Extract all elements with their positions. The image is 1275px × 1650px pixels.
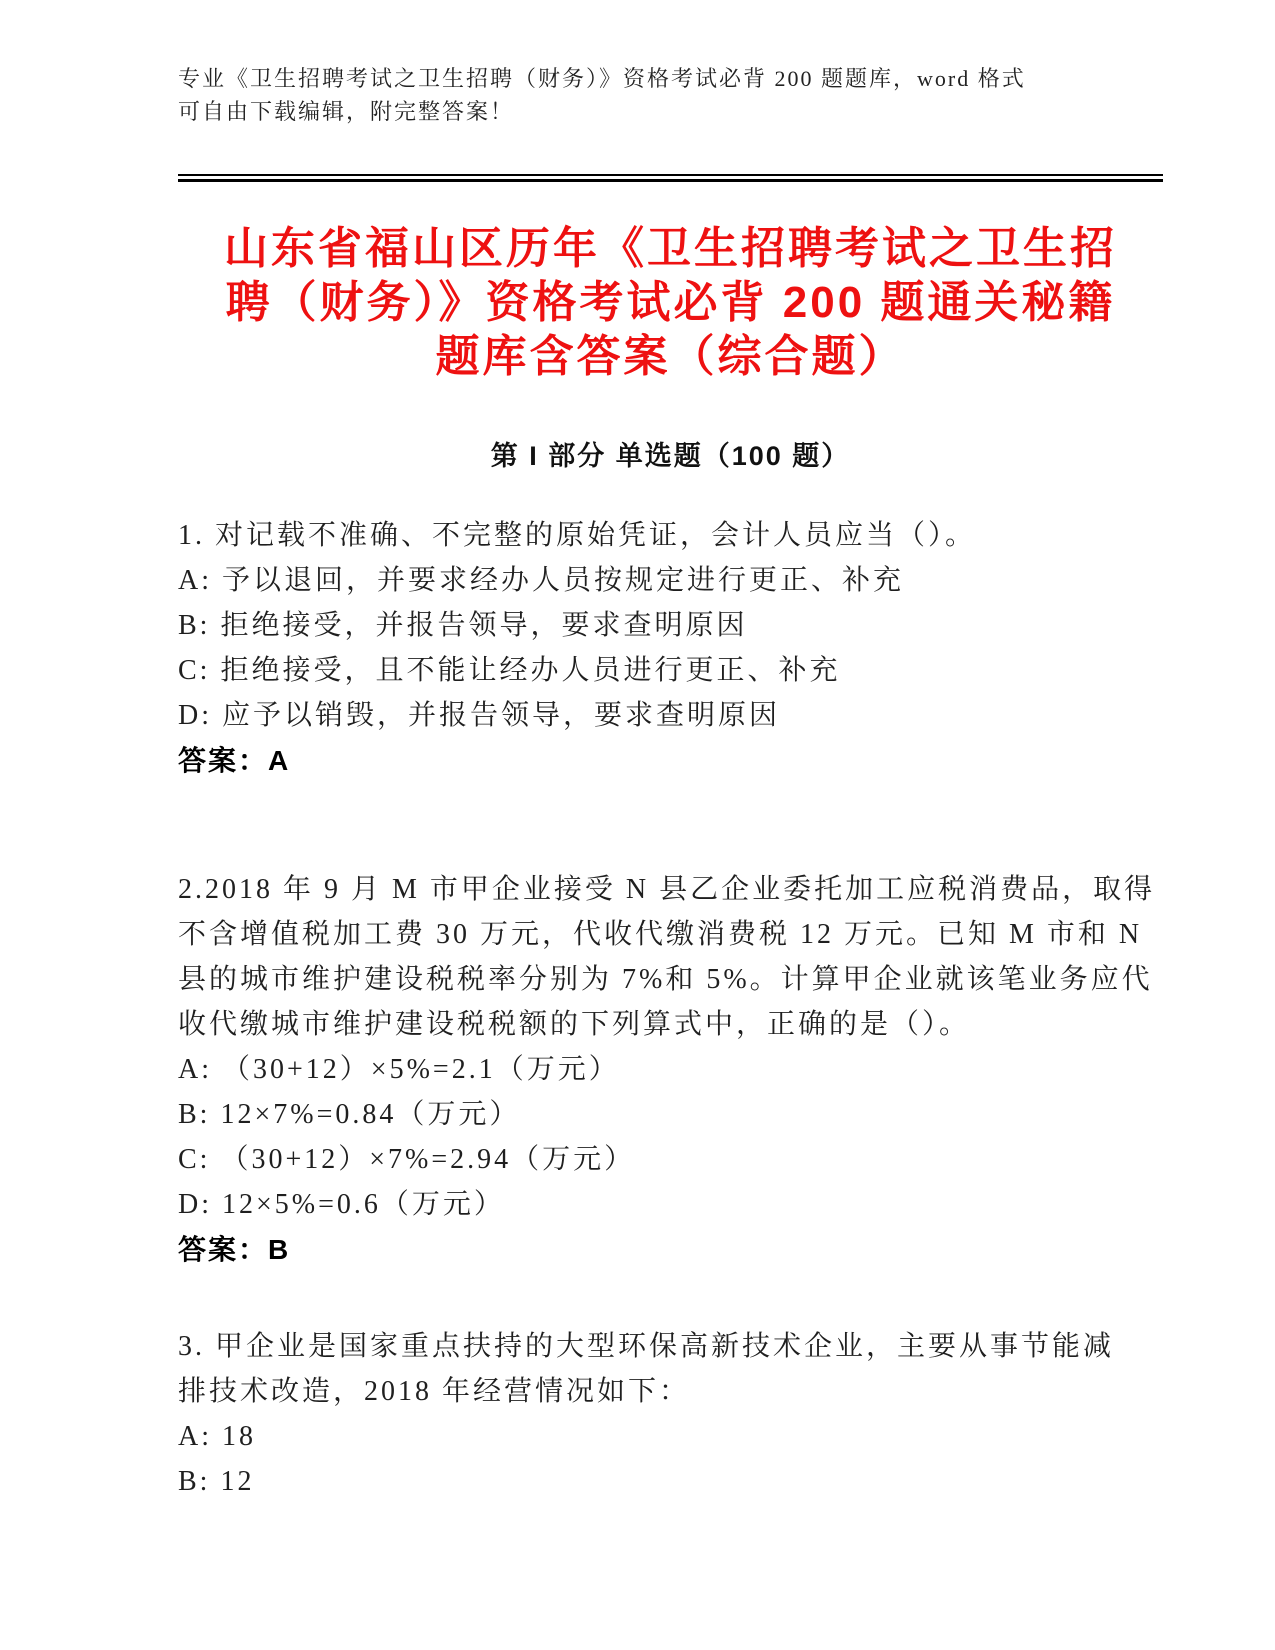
header-divider bbox=[178, 174, 1163, 182]
question-1-option-d: D: 应予以销毁，并报告领导，要求查明原因 bbox=[178, 700, 781, 731]
question-2-option-c: C: （30+12）×7%=2.94（万元） bbox=[178, 1144, 636, 1175]
section-heading: 第 I 部分 单选题（100 题） bbox=[490, 441, 851, 471]
question-3 bbox=[178, 1324, 1163, 1504]
question-1-text: 1. 对记载不准确、不完整的原始凭证，会计人员应当（）。 bbox=[178, 520, 977, 551]
question-1 bbox=[178, 513, 1163, 783]
question-2-answer: 答案：B bbox=[178, 1234, 291, 1265]
question-3-option-a: A: 18 bbox=[178, 1421, 256, 1452]
document-title bbox=[178, 222, 1163, 384]
question-2-text-line-3: 县的城市维护建设税税率分别为 7%和 5%。计算甲企业就该笔业务应代 bbox=[178, 964, 1153, 995]
question-2-option-d: D: 12×5%=0.6（万元） bbox=[178, 1189, 505, 1220]
question-3-text-line-1: 3. 甲企业是国家重点扶持的大型环保高新技术企业，主要从事节能减 bbox=[178, 1331, 1115, 1362]
question-2 bbox=[178, 867, 1163, 1272]
question-3-option-b: B: 12 bbox=[178, 1466, 255, 1497]
question-2-text-line-1: 2.2018 年 9 月 M 市甲企业接受 N 县乙企业委托加工应税消费品，取得 bbox=[178, 874, 1156, 905]
header-note-line-1: 专业《卫生招聘考试之卫生招聘（财务）》资格考试必背 200 题题库，word 格式 bbox=[178, 66, 1026, 91]
question-2-text-line-4: 收代缴城市维护建设税税额的下列算式中，正确的是（）。 bbox=[178, 1009, 971, 1040]
question-1-answer: 答案：A bbox=[178, 745, 291, 776]
document-title-line-1: 山东省福山区历年《卫生招聘考试之卫生招 bbox=[224, 224, 1117, 273]
question-1-option-c: C: 拒绝接受，且不能让经办人员进行更正、补充 bbox=[178, 655, 841, 686]
header-note-line-2: 可自由下载编辑，附完整答案！ bbox=[178, 99, 515, 124]
question-2-option-a: A: （30+12）×5%=2.1（万元） bbox=[178, 1054, 620, 1085]
document-title-line-3: 题库含答案（综合题） bbox=[435, 332, 906, 381]
header-note bbox=[178, 62, 1163, 128]
question-1-option-b: B: 拒绝接受，并报告领导，要求查明原因 bbox=[178, 610, 748, 641]
question-3-text-line-2: 排技术改造，2018 年经营情况如下： bbox=[178, 1376, 691, 1407]
document-title-line-2: 聘（财务）》资格考试必背 200 题通关秘籍 bbox=[225, 278, 1116, 327]
question-list bbox=[178, 513, 1163, 1504]
question-2-option-b: B: 12×7%=0.84（万元） bbox=[178, 1099, 521, 1130]
question-1-option-a: A: 予以退回，并要求经办人员按规定进行更正、补充 bbox=[178, 565, 905, 596]
question-2-text-line-2: 不含增值税加工费 30 万元，代收代缴消费税 12 万元。已知 M 市和 N bbox=[178, 919, 1143, 950]
